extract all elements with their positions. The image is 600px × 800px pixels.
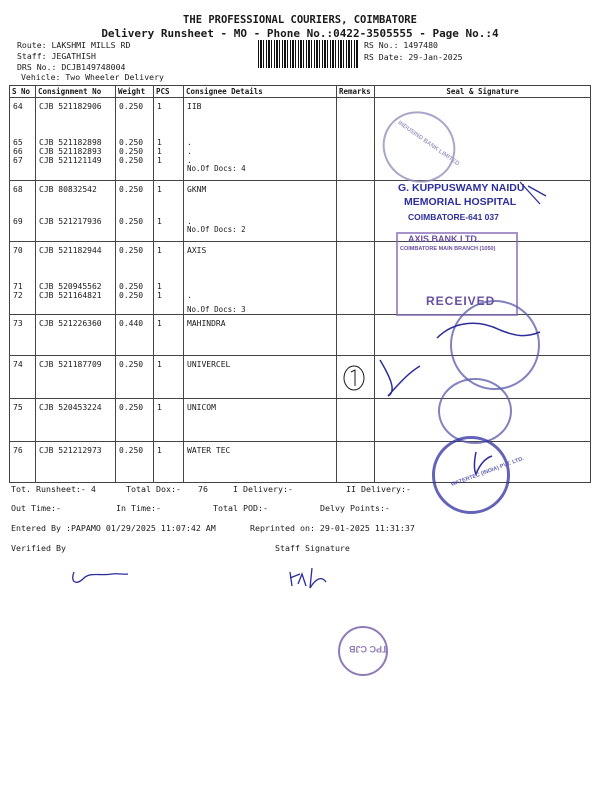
indusind-bank-stamp: INDUSIND BANK LIMITED <box>369 97 470 197</box>
cell-sno-value: 65 <box>13 138 23 147</box>
watertec-seal: WATERTEC (INDIA) PVT. LTD. <box>432 436 510 514</box>
total-dox-label: Total Dox:- <box>126 484 181 494</box>
cell-consignee-value: . <box>187 291 192 300</box>
col-pcs: PCS <box>154 86 184 98</box>
cell-pcs-value: 1 <box>157 360 162 369</box>
cell-pcs-value: 1 <box>157 102 162 111</box>
col-weight: Weight <box>116 86 154 98</box>
cell-wt-value: 0.250 <box>119 156 144 165</box>
cell-cn-value: CJB 521187709 <box>39 360 102 369</box>
rs-number: RS No.: 1497480 <box>364 40 438 50</box>
docs-count: No.Of Docs: 2 <box>187 225 246 234</box>
cell-consignee-value: UNICOM <box>187 403 216 412</box>
cell-cn-value: CJB 520453224 <box>39 403 102 412</box>
entered-by: Entered By :PAPAMO 01/29/2025 11:07:42 AM <box>11 523 216 533</box>
cell-cn-value: CJB 521182898 <box>39 138 102 147</box>
cell-sno-value: 76 <box>13 446 23 455</box>
cell-consignee-value: . <box>187 147 192 156</box>
col-consignee: Consignee Details <box>184 86 337 98</box>
cell-pcs-value: 1 <box>157 156 162 165</box>
cell-wt-value: 0.250 <box>119 291 144 300</box>
axis-stamp-line1: AXIS BANK LTD. <box>408 234 480 244</box>
docs-count: No.Of Docs: 4 <box>187 164 246 173</box>
cell-cn-value: CJB 521182944 <box>39 246 102 255</box>
cell-cn-value: CJB 521121149 <box>39 156 102 165</box>
received-stamp: RECEIVED <box>426 294 496 308</box>
cell-sno-value: 68 <box>13 185 23 194</box>
col-consignment: Consignment No <box>36 86 116 98</box>
tpc-stamp: TPC CJB <box>338 626 388 676</box>
cell-sno-value: 66 <box>13 147 23 156</box>
cell-sno-value: 72 <box>13 291 23 300</box>
rs-date: RS Date: 29-Jan-2025 <box>364 52 463 62</box>
delvy-points: Delvy Points:- <box>320 503 390 513</box>
cell-wt-value: 0.250 <box>119 185 144 194</box>
cell-sno-value: 69 <box>13 217 23 226</box>
cell-wt-value: 0.250 <box>119 360 144 369</box>
route-label: Route: LAKSHMI MILLS RD <box>17 40 131 50</box>
staff-label: Staff: JEGATHISH <box>17 51 96 61</box>
cell-pcs-value: 1 <box>157 319 162 328</box>
verified-by: Verified By <box>11 543 66 553</box>
cell-sno-value: 70 <box>13 246 23 255</box>
cell-sno-value: 75 <box>13 403 23 412</box>
axis-stamp-line2: COIMBATORE MAIN BRANCH (1050) <box>400 246 496 252</box>
cell-consignee-value: . <box>187 138 192 147</box>
cell-cn-value: CJB 521164821 <box>39 291 102 300</box>
cell-consignee-value: GKNM <box>187 185 207 194</box>
company-title: THE PROFESSIONAL COURIERS, COIMBATORE <box>183 14 417 26</box>
cell-pcs-value: 1 <box>157 403 162 412</box>
tot-runsheet: Tot. Runsheet:- 4 <box>11 484 96 494</box>
cell-consignee-value: . <box>187 217 192 226</box>
staff-signature: Staff Signature <box>275 543 350 553</box>
docs-count: No.Of Docs: 3 <box>187 305 246 314</box>
cell-sno-value: 74 <box>13 360 23 369</box>
cell-consignee-value: . <box>187 156 192 165</box>
cell-consignee-value: UNIVERCEL <box>187 360 231 369</box>
cell-wt-value: 0.250 <box>119 446 144 455</box>
cell-consignee-value: MAHINDRA <box>187 319 226 328</box>
cell-cn-value: CJB 521182906 <box>39 102 102 111</box>
cell-pcs-value: 1 <box>157 147 162 156</box>
cell-pcs-value: 1 <box>157 217 162 226</box>
ii-delivery: II Delivery:- <box>346 484 411 494</box>
cell-wt-value: 0.250 <box>119 217 144 226</box>
cell-wt-value: 0.250 <box>119 403 144 412</box>
runsheet-subtitle: Delivery Runsheet - MO - Phone No.:0422-3505555 - Page No.:4 <box>101 27 499 40</box>
cell-sno-value: 73 <box>13 319 23 328</box>
cell-cn-value: CJB 521182893 <box>39 147 102 156</box>
vehicle-label: Vehicle: Two Wheeler Delivery <box>21 72 164 82</box>
i-delivery: I Delivery:- <box>233 484 293 494</box>
col-seal-signature: Seal & Signature <box>375 86 591 98</box>
cell-sno-value: 67 <box>13 156 23 165</box>
in-time: In Time:- <box>116 503 161 513</box>
hospital-stamp-line3: COIMBATORE-641 037 <box>408 212 499 222</box>
cell-wt-value: 0.440 <box>119 319 144 328</box>
col-remarks: Remarks <box>337 86 375 98</box>
hospital-stamp-line2: MEMORIAL HOSPITAL <box>404 196 517 208</box>
cell-pcs-value: 1 <box>157 291 162 300</box>
cell-consignee-value: AXIS <box>187 246 207 255</box>
col-sno: S No <box>10 86 36 98</box>
cell-wt-value: 0.250 <box>119 147 144 156</box>
drs-number: DRS No.: DCJB149748004 <box>17 62 126 72</box>
cell-pcs-value: 1 <box>157 246 162 255</box>
cell-sno-value: 64 <box>13 102 23 111</box>
out-time: Out Time:- <box>11 503 61 513</box>
cell-wt-value: 0.250 <box>119 246 144 255</box>
cell-wt-value: 0.250 <box>119 138 144 147</box>
cell-pcs-value: 1 <box>157 282 162 291</box>
cell-consignee-value: WATER TEC <box>187 446 231 455</box>
cell-cn-value: CJB 521212973 <box>39 446 102 455</box>
cell-cn-value: CJB 520945562 <box>39 282 102 291</box>
cell-cn-value: CJB 521226360 <box>39 319 102 328</box>
cell-cn-value: CJB 80832542 <box>39 185 97 194</box>
cell-pcs-value: 1 <box>157 138 162 147</box>
reprinted-on: Reprinted on: 29-01-2025 11:31:37 <box>250 523 415 533</box>
cell-sno-value: 71 <box>13 282 23 291</box>
cell-pcs-value: 1 <box>157 446 162 455</box>
cell-cn-value: CJB 521217936 <box>39 217 102 226</box>
hospital-stamp-line1: G. KUPPUSWAMY NAIDU <box>398 182 525 194</box>
cell-pcs-value: 1 <box>157 185 162 194</box>
total-dox-value: 76 <box>198 484 208 494</box>
cell-wt-value: 0.250 <box>119 282 144 291</box>
cell-wt-value: 0.250 <box>119 102 144 111</box>
total-pod: Total POD:- <box>213 503 268 513</box>
cell-consignee-value: IIB <box>187 102 202 111</box>
